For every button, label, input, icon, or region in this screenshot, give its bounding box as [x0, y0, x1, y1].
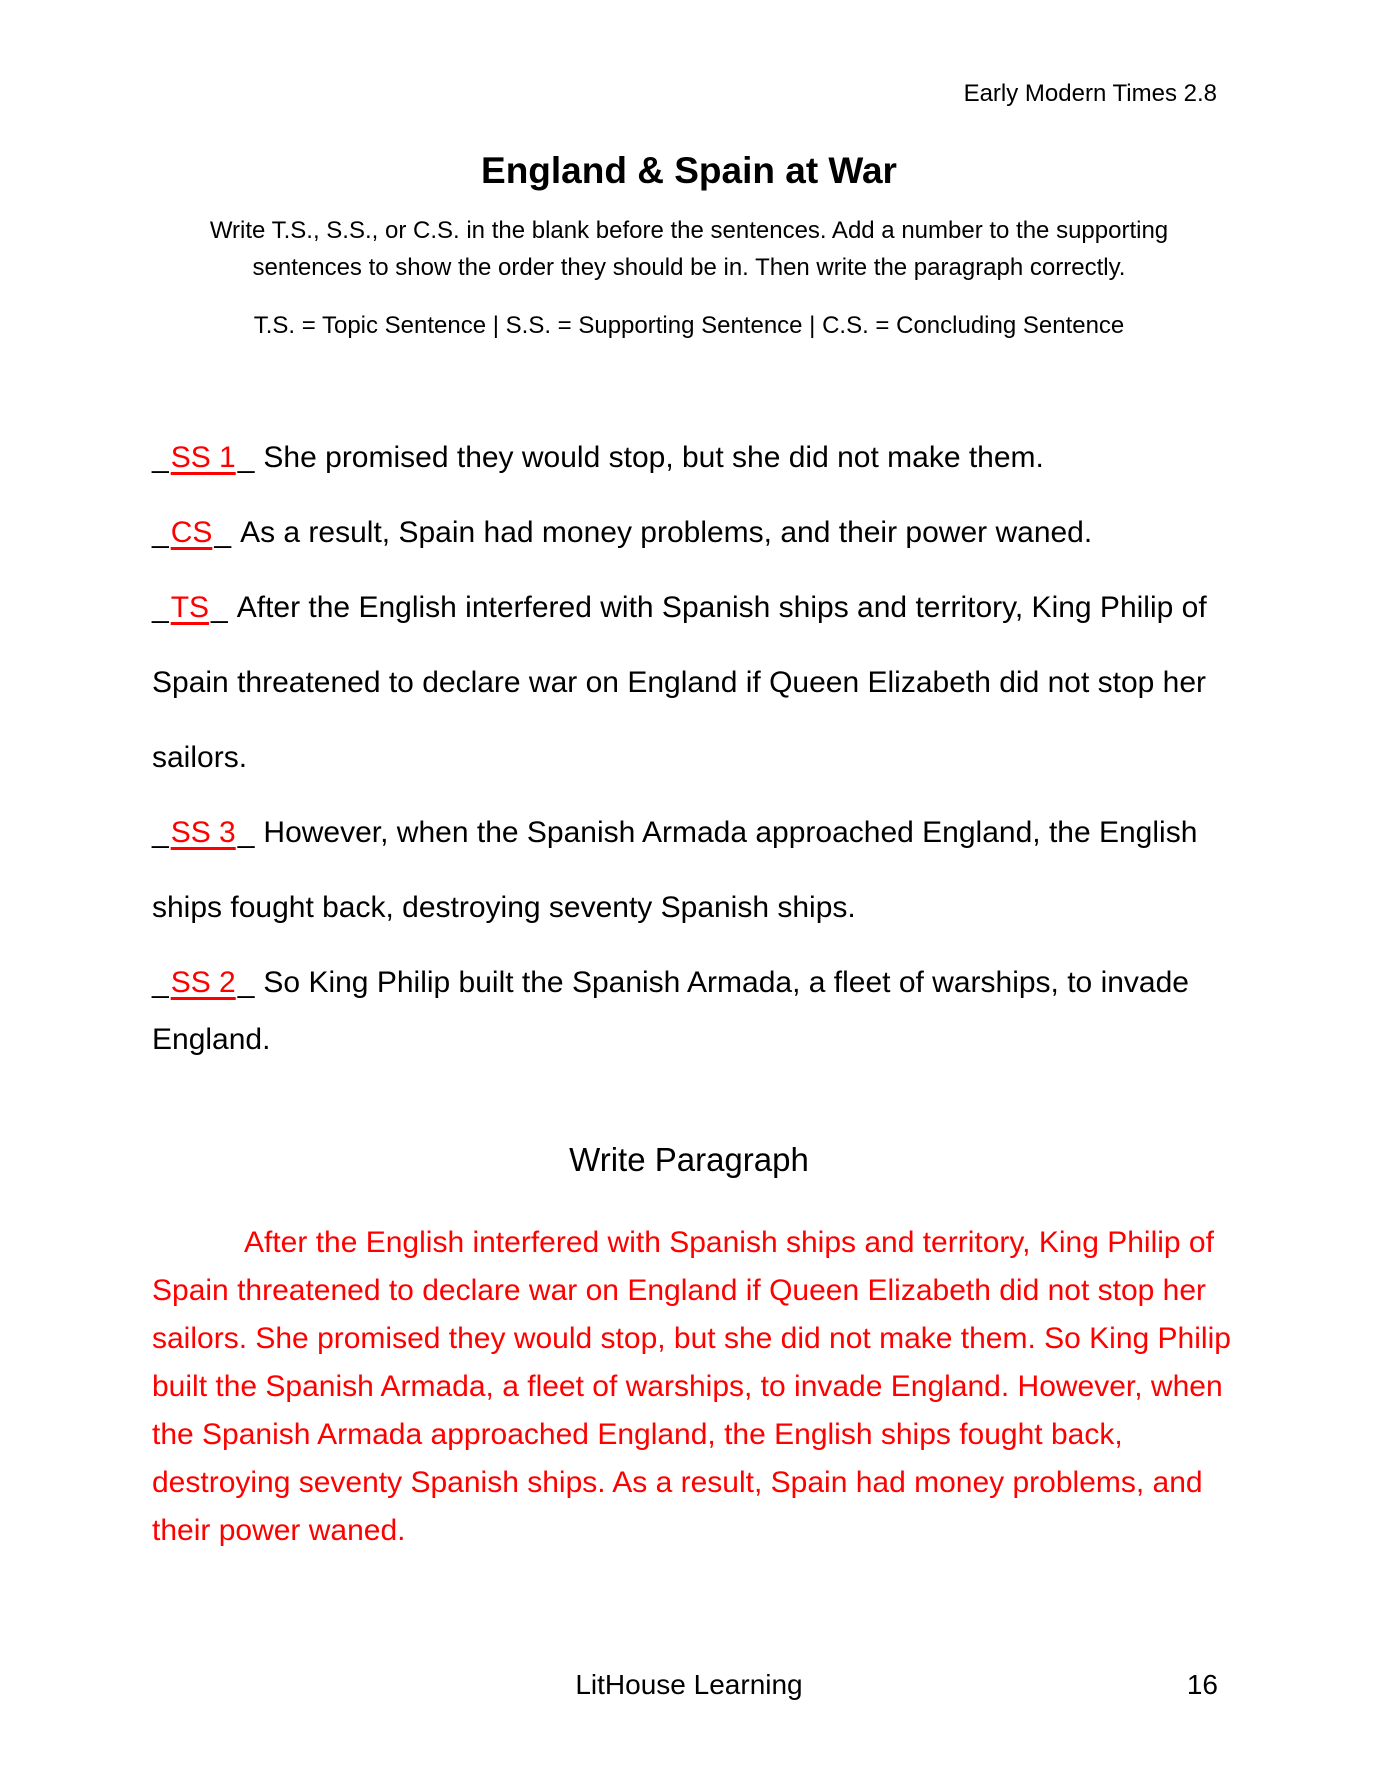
- student-answer-paragraph: After the English interfered with Spanish ships and territory, King Philip of Spain threatened to declare war on England if Queen Elizabeth did not stop her sailors. She promised they would stop, but she did not make them. So King Philip built the Spanish Armada, a fleet of warships, to invade England. However, when the Spanish Armada approached England, the English ships fought back, destroying seventy Spanish ships. As a result, Spain had money problems, and their power waned.: [152, 1226, 1231, 1547]
- answer-label: CS: [170, 516, 213, 549]
- sentence-text: She promised they would stop, but she did not make them.: [263, 441, 1044, 474]
- answer-label: SS 3: [170, 816, 236, 849]
- sentence-text: As a result, Spain had money problems, and their power waned.: [240, 516, 1093, 549]
- blank-underscore: _: [152, 516, 169, 549]
- sentence-item: [152, 954, 1232, 1068]
- answer-label: TS: [170, 591, 210, 624]
- blank-underscore: _: [152, 966, 169, 999]
- sentence-text: However, when the Spanish Armada approached England, the English ships fought back, destroying seventy Spanish ships.: [152, 816, 1198, 924]
- answer-label: SS 2: [170, 966, 236, 999]
- page-title: England & Spain at War: [481, 150, 897, 191]
- blank-underscore: _: [237, 966, 255, 999]
- brand-label: LitHouse Learning: [575, 1669, 803, 1700]
- blank-underscore: _: [237, 441, 255, 474]
- blank-underscore: _: [214, 516, 232, 549]
- sentence-item: [152, 570, 1232, 795]
- sentence-text: So King Philip built the Spanish Armada, a fleet of warships, to invade England.: [152, 966, 1189, 1056]
- blank-underscore: _: [152, 816, 169, 849]
- page-footer: [0, 1668, 1378, 1702]
- sentence-text: After the English interfered with Spanish ships and territory, King Philip of Spain threatened to declare war on England if Queen Elizabeth did not stop her sailors.: [152, 591, 1207, 774]
- sentence-list: [152, 420, 1232, 1068]
- sentence-item: [152, 420, 1232, 495]
- instructions-text: Write T.S., S.S., or C.S. in the blank before the sentences. Add a number to the supporting sentences to show the order they should be in. Then write the paragraph correctly.: [209, 217, 1169, 281]
- write-paragraph-heading: Write Paragraph: [569, 1141, 809, 1178]
- blank-underscore: _: [237, 816, 255, 849]
- blank-underscore: _: [152, 441, 169, 474]
- abbreviation-legend: T.S. = Topic Sentence | S.S. = Supporting Sentence | C.S. = Concluding Sentence: [253, 312, 1125, 339]
- sentence-item: [152, 495, 1232, 570]
- answer-label: SS 1: [170, 441, 236, 474]
- course-header-label: Early Modern Times 2.8: [963, 80, 1217, 107]
- sentence-item: [152, 795, 1232, 945]
- blank-underscore: _: [211, 591, 228, 624]
- page-number: 16: [1186, 1669, 1218, 1700]
- blank-underscore: _: [152, 591, 169, 624]
